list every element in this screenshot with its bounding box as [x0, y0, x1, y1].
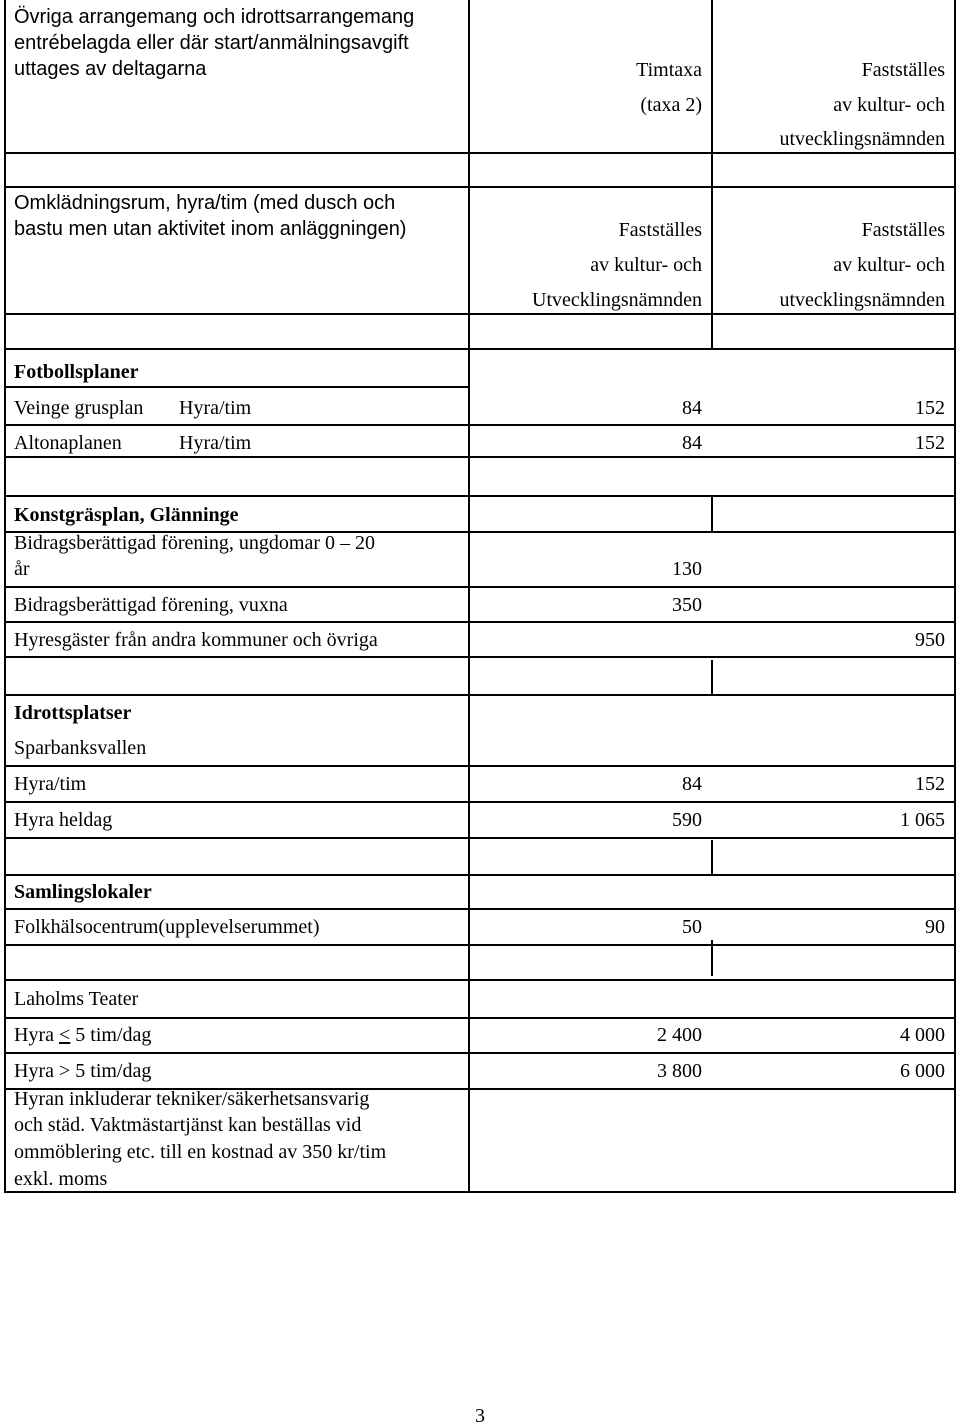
column-divider-2c [711, 660, 713, 696]
ovriga-col2-line2: (taxa 2) [640, 94, 702, 116]
omkladning-col3-line1: Fastställes [861, 219, 945, 241]
teater-note-line3: ommöblering etc. till en kostnad av 350 kr/tim [14, 1141, 387, 1163]
teater-gt5-col3: 6 000 [900, 1060, 945, 1082]
ungdom-label-line1: Bidragsberättigad förening, ungdomar 0 – 20 [14, 532, 376, 554]
altona-col3: 152 [915, 432, 945, 454]
folkhalsocentrum-label: Folkhälsocentrum(upplevelserummet) [14, 916, 320, 938]
fee-table [4, 0, 956, 1193]
row-divider [4, 621, 956, 623]
altona-label: Altonaplanen [14, 432, 122, 454]
teater-gt5-label: Hyra > 5 tim/dag [14, 1060, 152, 1082]
fotboll-heading: Fotbollsplaner [14, 361, 139, 383]
idrott-heldag-col3: 1 065 [900, 809, 945, 831]
ungdom-label-line2: år [14, 558, 30, 580]
teater-le5-suffix: 5 tim/dag [70, 1024, 152, 1046]
idrottsplatser-heading: Idrottsplatser [14, 702, 132, 724]
vuxna-label: Bidragsberättigad förening, vuxna [14, 594, 288, 616]
omkladning-col2-line1: Fastställes [618, 219, 702, 241]
ovriga-col2-line1: Timtaxa [636, 59, 702, 81]
row-divider [4, 765, 956, 767]
row-divider [4, 944, 956, 946]
table-border-bottom [4, 1191, 956, 1193]
folkhalsocentrum-col2: 50 [682, 916, 702, 938]
teater-note-line4: exkl. moms [14, 1168, 108, 1190]
omkladning-col2-line2: av kultur- och [590, 254, 702, 276]
idrott-heldag-label: Hyra heldag [14, 809, 113, 831]
idrott-tim-col2: 84 [682, 773, 702, 795]
row-divider [4, 656, 956, 658]
omkladning-col3-line3: utvecklingsnämnden [779, 289, 945, 311]
veinge-col2: 84 [682, 397, 702, 419]
omkladning-label-line1: Omklädningsrum, hyra/tim (med dusch och [14, 192, 396, 214]
konstgras-heading: Konstgräsplan, Glänninge [14, 504, 239, 526]
idrott-tim-col3: 152 [915, 773, 945, 795]
hyresgaster-label: Hyresgäster från andra kommuner och övriga [14, 629, 378, 651]
veinge-col3: 152 [915, 397, 945, 419]
row-divider [4, 495, 956, 497]
ovriga-col3-line3: utvecklingsnämnden [779, 128, 945, 150]
column-divider-2d [711, 840, 713, 876]
row-divider [4, 386, 470, 388]
ovriga-label-line1: Övriga arrangemang och idrottsarrangemang [14, 6, 415, 28]
column-divider-1 [468, 0, 470, 1193]
samlingslokaler-heading: Samlingslokaler [14, 881, 152, 903]
folkhalsocentrum-col3: 90 [925, 916, 945, 938]
teater-note-line2: och städ. Vaktmästartjänst kan beställas vid [14, 1114, 362, 1136]
row-divider [4, 1017, 956, 1019]
page-number: 3 [475, 1405, 485, 1427]
teater-le5-col3: 4 000 [900, 1024, 945, 1046]
veinge-label: Veinge grusplan [14, 397, 144, 419]
row-divider [4, 1052, 956, 1054]
row-divider [4, 424, 956, 426]
ovriga-col3-line1: Fastställes [861, 59, 945, 81]
ungdom-col2: 130 [672, 558, 702, 580]
row-divider [4, 979, 956, 981]
altona-unit: Hyra/tim [179, 432, 252, 454]
sparbanksvallen-label: Sparbanksvallen [14, 737, 147, 759]
ovriga-col3-line2: av kultur- och [833, 94, 945, 116]
table-border-left [4, 0, 6, 1193]
row-divider [4, 694, 956, 696]
row-divider [4, 908, 956, 910]
table-border-right [954, 0, 956, 1193]
row-divider [4, 837, 956, 839]
teater-heading: Laholms Teater [14, 988, 139, 1010]
row-divider [4, 186, 956, 188]
hyresgaster-col3: 950 [915, 629, 945, 651]
column-divider-2b [711, 497, 713, 533]
row-divider [4, 348, 956, 350]
column-divider-2 [711, 0, 713, 350]
ovriga-label-line3: uttages av deltagarna [14, 58, 207, 80]
row-divider [4, 456, 956, 458]
row-divider [4, 801, 956, 803]
teater-le5-symbol: < [58, 1024, 71, 1046]
vuxna-col2: 350 [672, 594, 702, 616]
altona-col2: 84 [682, 432, 702, 454]
veinge-unit: Hyra/tim [179, 397, 252, 419]
row-divider [4, 874, 956, 876]
teater-gt5-col2: 3 800 [657, 1060, 702, 1082]
omkladning-col2-line3: Utvecklingsnämnden [532, 289, 702, 311]
omkladning-col3-line2: av kultur- och [833, 254, 945, 276]
teater-note-line1: Hyran inkluderar tekniker/säkerhetsansvarig [14, 1088, 370, 1110]
teater-le5-prefix: Hyra [14, 1024, 59, 1046]
ovriga-label-line2: entrébelagda eller där start/anmälningsavgift [14, 32, 409, 54]
omkladning-label-line2: bastu men utan aktivitet inom anläggningen) [14, 218, 407, 240]
teater-le5-col2: 2 400 [657, 1024, 702, 1046]
row-divider [4, 586, 956, 588]
idrott-tim-label: Hyra/tim [14, 773, 87, 795]
teater-le5-label [14, 1022, 151, 1049]
idrott-heldag-col2: 590 [672, 809, 702, 831]
